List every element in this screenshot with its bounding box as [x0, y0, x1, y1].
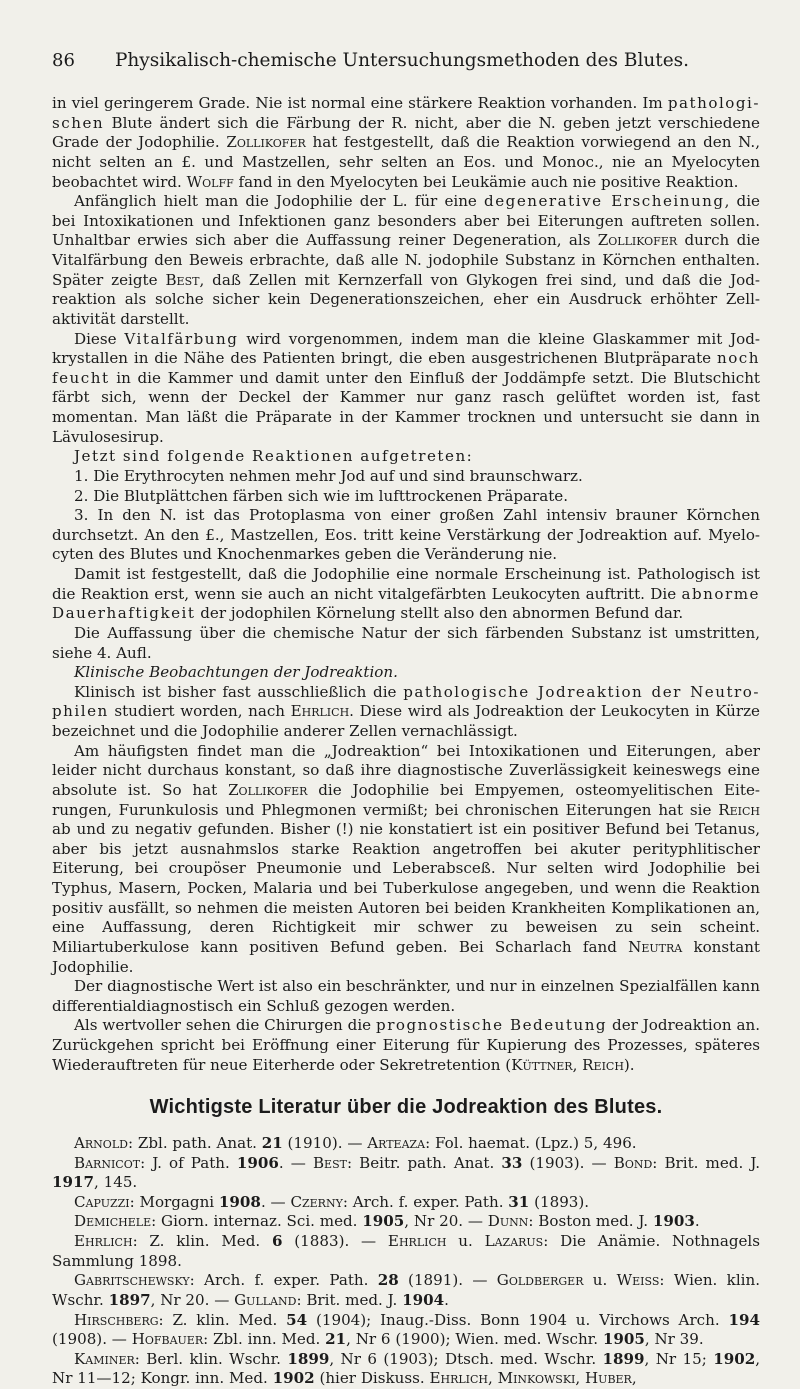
page-header: [52, 50, 752, 74]
reference-entry: Arnold: Zbl. path. Anat. 21 (1910). — Arteaza: Fol. haemat. (Lpz.) 5, 496.: [74, 1133, 637, 1152]
reference-list: [52, 1134, 760, 1389]
list-item: 1. Die Erythrocyten nehmen mehr Jod auf und sind braunschwarz.: [74, 466, 583, 485]
running-title: Physikalisch-chemische Untersuchungsmethoden des Blutes.: [114, 50, 690, 71]
paragraph: Am häufigsten findet man die „Jodreaktion“ bei Intoxikationen und Eiterungen, aber leider nicht durchaus konstant, so daß ihre diagnostische Zuverlässigkeit keineswegs eine absolute ist. So hat Zollikofer die Jodophilie bei Empyemen, osteomyelitischen Eite- rungen, Furunkulosis und Phlegmonen vermißt; bei chronischen Eiterungen hat sie Reich ab und zu negativ gefunden. Bisher (!) nie konstatiert ist ein positiver Befund bei Tetanus, aber bis jetzt ausnahmslos starke Reaktion angetroffen bei akuter perityphlitischer Eiterung, bei croupöser Pneumonie und Leberabsceß. Nur selten wird Jodophilie bei Typhus, Masern, Pocken, Malaria und bei Tuberkulose angegeben, und wenn die Reaktion positiv ausfällt, so nehmen die meisten Autoren bei beiden Krankheiten Komplikationen an, eine Auffassung, deren Richtigkeit mir schwer zu beweisen zu sein scheint. Miliartuberkulose kann positiven Befund geben. Bei Scharlach fand Neutra konstant Jodophilie.: [52, 741, 760, 976]
reference-entry: Gabritschewsky: Arch. f. exper. Path. 28 (1891). — Goldberger u. Weiss: Wien. klin. Wschr. 1897, Nr 20. — Gulland: Brit. med. J. 1904.: [52, 1271, 760, 1309]
paragraph: Diese Vitalfärbung wird vorgenommen, indem man die kleine Glaskammer mit Jod- krystallen in die Nähe des Patienten bringt, die eben ausgestrichenen Blutpräparate noch feucht in die Kammer und damit unter den Einfluß der Joddämpfe setzt. Die Blutschicht färbt sich, wenn der Deckel der Kammer nur ganz rasch gelüftet worden ist, fast momentan. Man läßt die Präparate in der Kammer trocknen und untersucht sie dann in Lävulosesirup.: [52, 329, 761, 446]
page-number: 86: [52, 50, 75, 71]
paragraph: Die Auffassung über die chemische Natur der sich färbenden Substanz ist umstritten, siehe 4. Aufl.: [52, 623, 760, 662]
paragraph: Klinisch ist bisher fast ausschließlich die pathologische Jodreaktion der Neutro- philen studiert worden, nach Ehrlich. Diese wird als Jodreaktion der Leukocyten in Kürze bezeichnet und die Jodophilie anderer Zellen vernachlässigt.: [52, 682, 760, 740]
reference-entry: Capuzzi: Morgagni 1908. — Czerny: Arch. f. exper. Path. 31 (1893).: [74, 1192, 590, 1211]
paragraph: Damit ist festgestellt, daß die Jodophilie eine normale Erscheinung ist. Pathologisch ist die Reaktion erst, wenn sie auch an nicht vitalgefärbten Leukocyten auftritt. Die abnorme Dauerhaftigkeit der jodophilen Körnelung stellt also den abnormen Befund dar.: [52, 565, 760, 623]
paragraph: Als wertvoller sehen die Chirurgen die prognostische Bedeutung der Jodreaktion an. Zurückgehen spricht bei Eröffnung einer Eiterung für Kupierung des Prozesses, späteres Wiederauftreten für neue Eiterherde oder Sekretretention (Küttner, Reich).: [52, 1016, 760, 1074]
reference-entry: Demichele: Giorn. internaz. Sci. med. 1905, Nr 20. — Dunn: Boston med. J. 1903.: [74, 1212, 700, 1231]
paragraph: Der diagnostische Wert ist also ein beschränkter, und nur in einzelnen Spezialfällen kann differentialdiagnostisch ein Schluß gezogen werden.: [52, 977, 760, 1015]
paragraph: Jetzt sind folgende Reaktionen aufgetreten:: [74, 447, 474, 466]
paragraph: Anfänglich hielt man die Jodophilie der L. für eine degenerative Erscheinung, die bei Intoxikationen und Infektionen ganz besonders aber bei Eiterungen auftreten sollen. Unhaltbar erwies sich aber die Auffassung reiner Degeneration, als Zollikofer durch die Vitalfärbung den Beweis erbrachte, daß alle N. jodophile Substanz in Körnchen enthalten. Später zeigte Best, daß Zellen mit Kernzerfall von Glykogen frei sind, und daß die Jod- reaktion als solche sicher kein Degenerationszeichen, eher ein Ausdruck erhöhter Zell- aktivität darstellt.: [52, 192, 760, 328]
section-subheading: Klinische Beobachtungen der Jodreaktion.: [74, 663, 398, 682]
reference-entry: Kaminer: Berl. klin. Wschr. 1899, Nr 6 (1903); Dtsch. med. Wschr. 1899, Nr 15; 1902, Nr 11—12; Kongr. inn. Med. 1902 (hier Diskuss. Ehrlich, Minkowski, Huber,: [52, 1349, 761, 1388]
paragraph: in viel geringerem Grade. Nie ist normal eine stärkere Reaktion vorhanden. Im pathologi- schen Blute ändert sich die Färbung der R. nicht, aber die N. geben jetzt verschiedene Grade der Jodophilie. Zollikofer hat festgestellt, daß die Reaktion vorwiegend an den N., nicht selten an £. und Mastzellen, sehr selten an Eos. und Monoc., nie an Myelocyten beobachtet wird. Wolff fand in den Myelocyten bei Leukämie auch nie positive Reaktion.: [52, 94, 760, 191]
reference-entry: Ehrlich: Z. klin. Med. 6 (1883). — Ehrlich u. Lazarus: Die Anämie. Nothnagels Sammlung 1898.: [52, 1232, 760, 1270]
page-body: [52, 94, 760, 1389]
reference-entry: Barnicot: J. of Path. 1906. — Best: Beitr. path. Anat. 33 (1903). — Bond: Brit. med. J. 1917, 145.: [52, 1153, 761, 1192]
list-item: 2. Die Blutplättchen färben sich wie im lufttrockenen Präparate.: [74, 486, 568, 505]
reference-entry: Hirschberg: Z. klin. Med. 54 (1904); Inaug.-Diss. Bonn 1904 u. Virchows Arch. 194 (1908). — Hofbauer: Zbl. inn. Med. 21, Nr 6 (1900); Wien. med. Wschr. 1905, Nr 39.: [52, 1310, 760, 1349]
literature-heading: Wichtigste Literatur über die Jodreaktion des Blutes.: [149, 1096, 663, 1119]
list-item: 3. In den N. ist das Protoplasma von einer großen Zahl intensiv brauner Körnchen durchsetzt. An den £., Mastzellen, Eos. tritt keine Verstärkung der Jodreaktion auf. Myelo- cyten des Blutes und Knochenmarkes geben die Veränderung nie.: [52, 506, 760, 564]
